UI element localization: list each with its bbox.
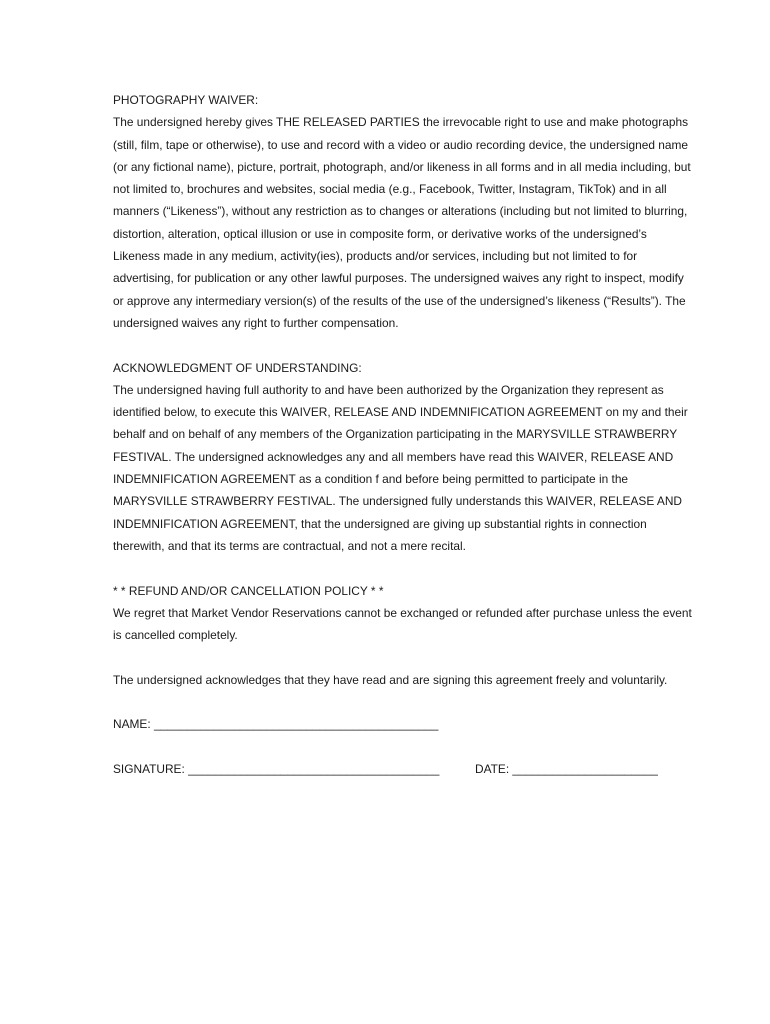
photography-waiver-heading: PHOTOGRAPHY WAIVER:: [113, 93, 259, 107]
name-field[interactable]: [113, 713, 693, 735]
refund-policy-body: We regret that Market Vendor Reservations cannot be exchanged or refunded after purchase unless the event is cancelled completely.: [113, 605, 692, 643]
signature-line[interactable]: SIGNATURE: ______________________________________: [113, 761, 440, 776]
voluntary-acknowledgment-text: The undersigned acknowledges that they have read and are signing this agreement freely and voluntarily.: [113, 672, 668, 687]
acknowledgment-body: The undersigned having full authority to and have been authorized by the Organization they represent as identified below, to execute this WAIVER, RELEASE AND INDEMNIFICATION AGREEMENT on my and their behalf and on behalf of any members of the Organization participating in the MARYSVILLE STRAWBERRY FESTIVAL. The undersigned acknowledges any and all members have read this WAIVER, RELEASE AND INDEMNIFICATION AGREEMENT as a condition f and before being permitted to participate in the MARYSVILLE STRAWBERRY FESTIVAL. The undersigned fully understands this WAIVER, RELEASE AND INDEMNIFICATION AGREEMENT, that the undersigned are giving up substantial rights in connection therewith, and that its terms are contractual, and not a mere recital.: [113, 382, 688, 553]
acknowledgment-heading: ACKNOWLEDGMENT OF UNDERSTANDING:: [113, 360, 362, 375]
signature-date-row: [113, 758, 693, 780]
acknowledgment-section: [113, 357, 693, 558]
date-line[interactable]: DATE: ______________________: [475, 761, 658, 776]
document-content: [113, 89, 693, 780]
voluntary-acknowledgment: [113, 669, 693, 691]
photography-waiver-body: The undersigned hereby gives THE RELEASED PARTIES the irrevocable right to use and make photographs (still, film, tape or otherwise), to use and record with a video or audio recording device, the undersigned name (or any fictional name), picture, portrait, photograph, and/or likeness in all forms and in all media including, but not limited to, brochures and websites, social media (e.g., Facebook, Twitter, Instagram, TikTok) and in all manners (“Likeness”), without any restriction as to changes or alterations (including but not limited to blurring, distortion, alteration, optical illusion or use in composite form, or derivative works of the undersigned’s Likeness made in any medium, activity(ies), products and/or services, including but not limited to for advertising, for publication or any other lawful purposes. The undersigned waives any right to inspect, modify or approve any intermediary version(s) of the results of the use of the undersigned’s likeness (“Results”). The undersigned waives any right to further compensation.: [113, 115, 691, 330]
photography-waiver-section: [113, 89, 693, 334]
name-line[interactable]: NAME: ___________________________________________: [113, 717, 439, 732]
refund-policy-section: [113, 580, 693, 647]
refund-policy-heading: * * REFUND AND/OR CANCELLATION POLICY * *: [113, 583, 384, 598]
